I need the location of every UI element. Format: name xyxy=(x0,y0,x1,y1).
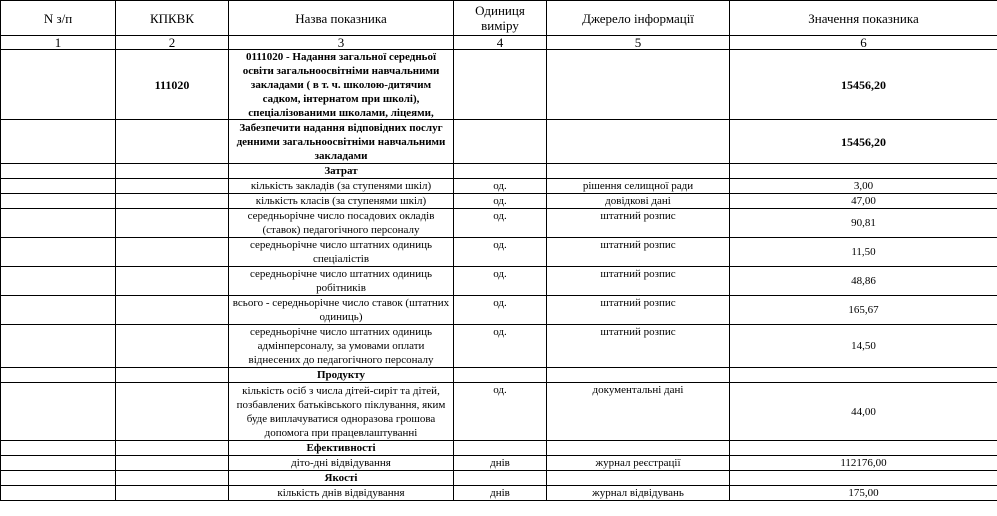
col-number-5: 5 xyxy=(547,36,730,50)
program-row xyxy=(1,50,997,120)
table-row xyxy=(1,486,997,501)
row-value: 47,00 xyxy=(730,194,997,209)
column-number-row xyxy=(1,36,997,50)
row-source: журнал відвідувань xyxy=(547,486,730,501)
row-unit: од. xyxy=(454,383,547,441)
row-unit: од. xyxy=(454,325,547,368)
row-name: середньорічне число штатних одиниць робітників xyxy=(229,267,454,296)
section-efficiency: Ефективності xyxy=(229,441,454,456)
row-name: середньорічне число штатних одиниць адмінперсоналу, за умовами оплати віднесених до педагогічного персоналу xyxy=(229,325,454,368)
table-row xyxy=(1,194,997,209)
row-source: журнал реєстрації xyxy=(547,456,730,471)
header-number: N з/п xyxy=(1,1,116,36)
row-value: 3,00 xyxy=(730,179,997,194)
row-name: діто-дні відвідування xyxy=(229,456,454,471)
section-row xyxy=(1,441,997,456)
row-unit: од. xyxy=(454,179,547,194)
table-row xyxy=(1,296,997,325)
table-row xyxy=(1,456,997,471)
program-name: 0111020 - Надання загальної середньої освіти загальноосвітніми навчальними закладами ( в т. ч. школою-дитячим садком, інтернатом при школі), спеціалізованими школами, ліцеями, xyxy=(229,50,454,120)
section-row xyxy=(1,368,997,383)
row-value: 112176,00 xyxy=(730,456,997,471)
col-number-2: 2 xyxy=(116,36,229,50)
col-number-4: 4 xyxy=(454,36,547,50)
row-source: штатний розпис xyxy=(547,325,730,368)
header-value: Значення показника xyxy=(730,1,997,36)
row-value: 14,50 xyxy=(730,325,997,368)
section-costs: Затрат xyxy=(229,164,454,179)
section-product: Продукту xyxy=(229,368,454,383)
col-number-6: 6 xyxy=(730,36,997,50)
table-row xyxy=(1,267,997,296)
row-value: 11,50 xyxy=(730,238,997,267)
row-source: рішення селищної ради xyxy=(547,179,730,194)
row-source: штатний розпис xyxy=(547,267,730,296)
program-kpkvk: 111020 xyxy=(116,50,229,120)
table-row xyxy=(1,209,997,238)
row-name: кількість днів відвідування xyxy=(229,486,454,501)
col-number-3: 3 xyxy=(229,36,454,50)
row-source: документальні дані xyxy=(547,383,730,441)
task-row xyxy=(1,120,997,164)
task-value: 15456,20 xyxy=(730,120,997,164)
row-unit: од. xyxy=(454,209,547,238)
row-name: кількість класів (за ступенями шкіл) xyxy=(229,194,454,209)
row-source: штатний розпис xyxy=(547,209,730,238)
header-unit: Одиниця виміру xyxy=(454,1,547,36)
section-row xyxy=(1,471,997,486)
col-number-1: 1 xyxy=(1,36,116,50)
row-source: штатний розпис xyxy=(547,238,730,267)
row-unit: од. xyxy=(454,238,547,267)
row-unit: од. xyxy=(454,296,547,325)
row-name: середньорічне число штатних одиниць спеціалістів xyxy=(229,238,454,267)
section-row xyxy=(1,164,997,179)
row-value: 48,86 xyxy=(730,267,997,296)
header-indicator-name: Назва показника xyxy=(229,1,454,36)
row-unit: днів xyxy=(454,456,547,471)
section-quality: Якості xyxy=(229,471,454,486)
row-name: кількість осіб з числа дітей-сиріт та дітей, позбавлених батьківського піклування, яким буде виплачуватися одноразова грошова допомога при працевлаштуванні xyxy=(229,383,454,441)
table-row xyxy=(1,238,997,267)
row-unit: од. xyxy=(454,267,547,296)
row-source: довідкові дані xyxy=(547,194,730,209)
row-source: штатний розпис xyxy=(547,296,730,325)
row-unit: днів xyxy=(454,486,547,501)
row-name: кількість закладів (за ступенями шкіл) xyxy=(229,179,454,194)
table-row xyxy=(1,383,997,441)
row-value: 90,81 xyxy=(730,209,997,238)
header-row xyxy=(1,1,997,36)
row-unit: од. xyxy=(454,194,547,209)
row-value: 165,67 xyxy=(730,296,997,325)
table-row xyxy=(1,325,997,368)
header-source: Джерело інформації xyxy=(547,1,730,36)
table-row xyxy=(1,179,997,194)
program-value: 15456,20 xyxy=(730,50,997,120)
row-name: всього - середньорічне число ставок (штатних одиниць) xyxy=(229,296,454,325)
header-kpkvk: КПКВК xyxy=(116,1,229,36)
row-value: 44,00 xyxy=(730,383,997,441)
row-value: 175,00 xyxy=(730,486,997,501)
row-name: середньорічне число посадових окладів (ставок) педагогічного персоналу xyxy=(229,209,454,238)
task-name: Забезпечити надання відповідних послуг денними загальноосвітніми навчальними закладами xyxy=(229,120,454,164)
